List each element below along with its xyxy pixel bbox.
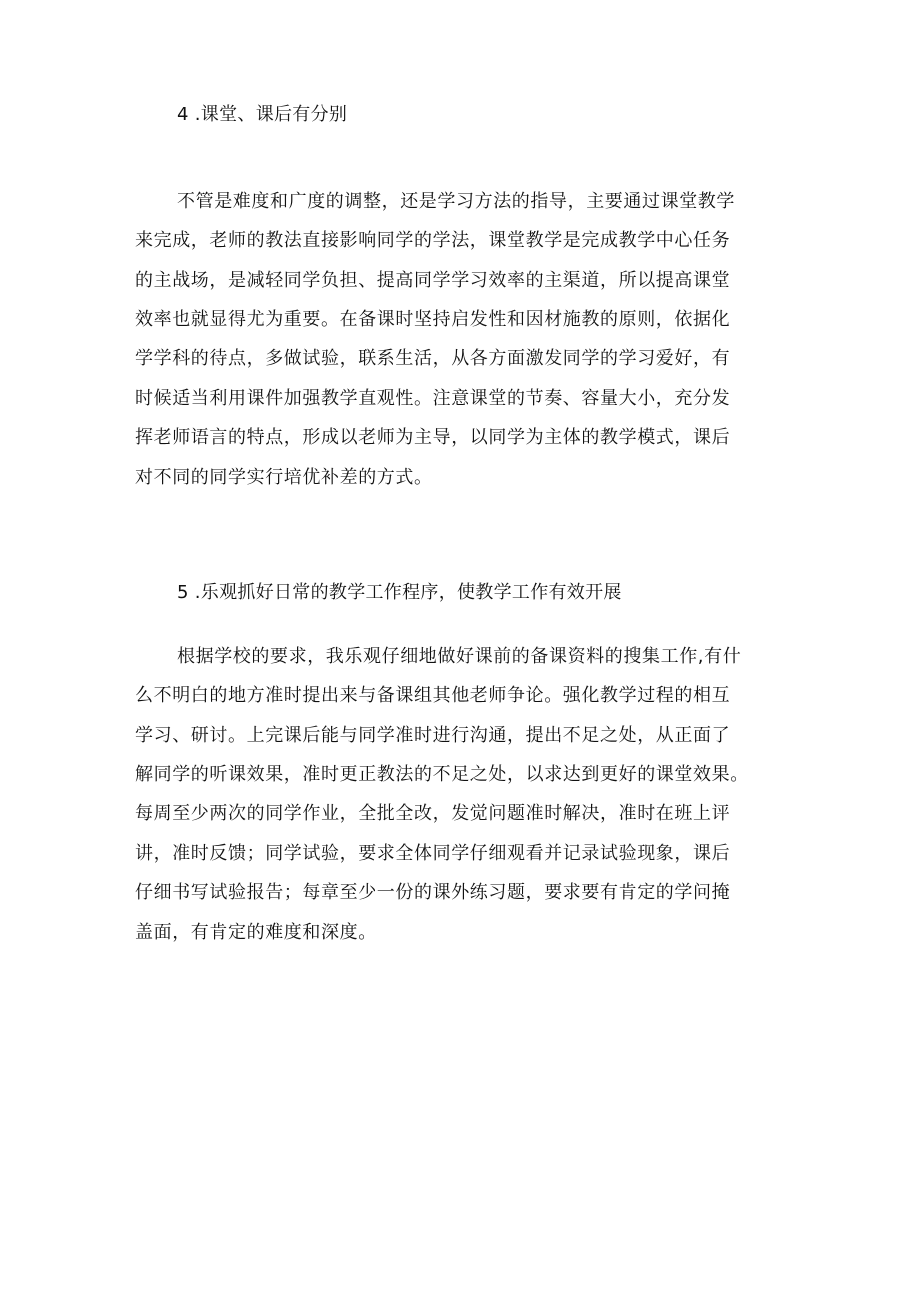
- paragraph-line: 每周至少两次的同学作业，全批全改，发觉问题准时解决，准时在班上评: [135, 803, 731, 824]
- paragraph-line: 仔细书写试验报告；每章至少一份的课外练习题，要求要有肯定的学问掩: [135, 882, 731, 903]
- paragraph-line: 来完成，老师的教法直接影响同学的学法，课堂教学是完成教学中心任务: [135, 230, 731, 251]
- paragraph-line: 学学科的待点，多做试验，联系生活，从各方面激发同学的学习爱好，有: [135, 348, 731, 369]
- paragraph-line: 的主战场，是减轻同学负担、提高同学学习效率的主渠道，所以提高课堂: [135, 270, 731, 291]
- paragraph-line: 不管是难度和广度的调整，还是学习方法的指导，主要通过课堂教学: [177, 191, 735, 212]
- paragraph-line: 对不同的同学实行培优补差的方式。: [135, 467, 433, 488]
- paragraph-line: 讲，准时反馈；同学试验，要求全体同学仔细观看并记录试验现象，课后: [135, 843, 731, 864]
- paragraph-line: 盖面，有肯定的难度和深度。: [135, 922, 377, 943]
- paragraph-line: 效率也就显得尤为重要。在备课时坚持启发性和因材施教的原则，依据化: [135, 309, 731, 330]
- section-4-heading: 4 .课堂、课后有分别: [177, 104, 348, 125]
- paragraph-line: 学习、研讨。上完课后能与同学准时进行沟通，提出不足之处，从正面了: [135, 725, 731, 746]
- paragraph-line: 解同学的听课效果，准时更正教法的不足之处，以求达到更好的课堂效果。: [135, 764, 749, 785]
- paragraph-line: 时候适当利用课件加强教学直观性。注意课堂的节奏、容量大小，充分发: [135, 388, 731, 409]
- paragraph-line: 挥老师语言的特点，形成以老师为主导，以同学为主体的教学模式，课后: [135, 427, 731, 448]
- paragraph-line: 根据学校的要求，我乐观仔细地做好课前的备课资料的搜集工作,有什: [177, 646, 742, 667]
- section-5-heading: 5 .乐观抓好日常的教学工作程序，使教学工作有效开展: [177, 582, 622, 603]
- paragraph-line: 么不明白的地方准时提出来与备课组其他老师争论。强化教学过程的相互: [135, 685, 731, 706]
